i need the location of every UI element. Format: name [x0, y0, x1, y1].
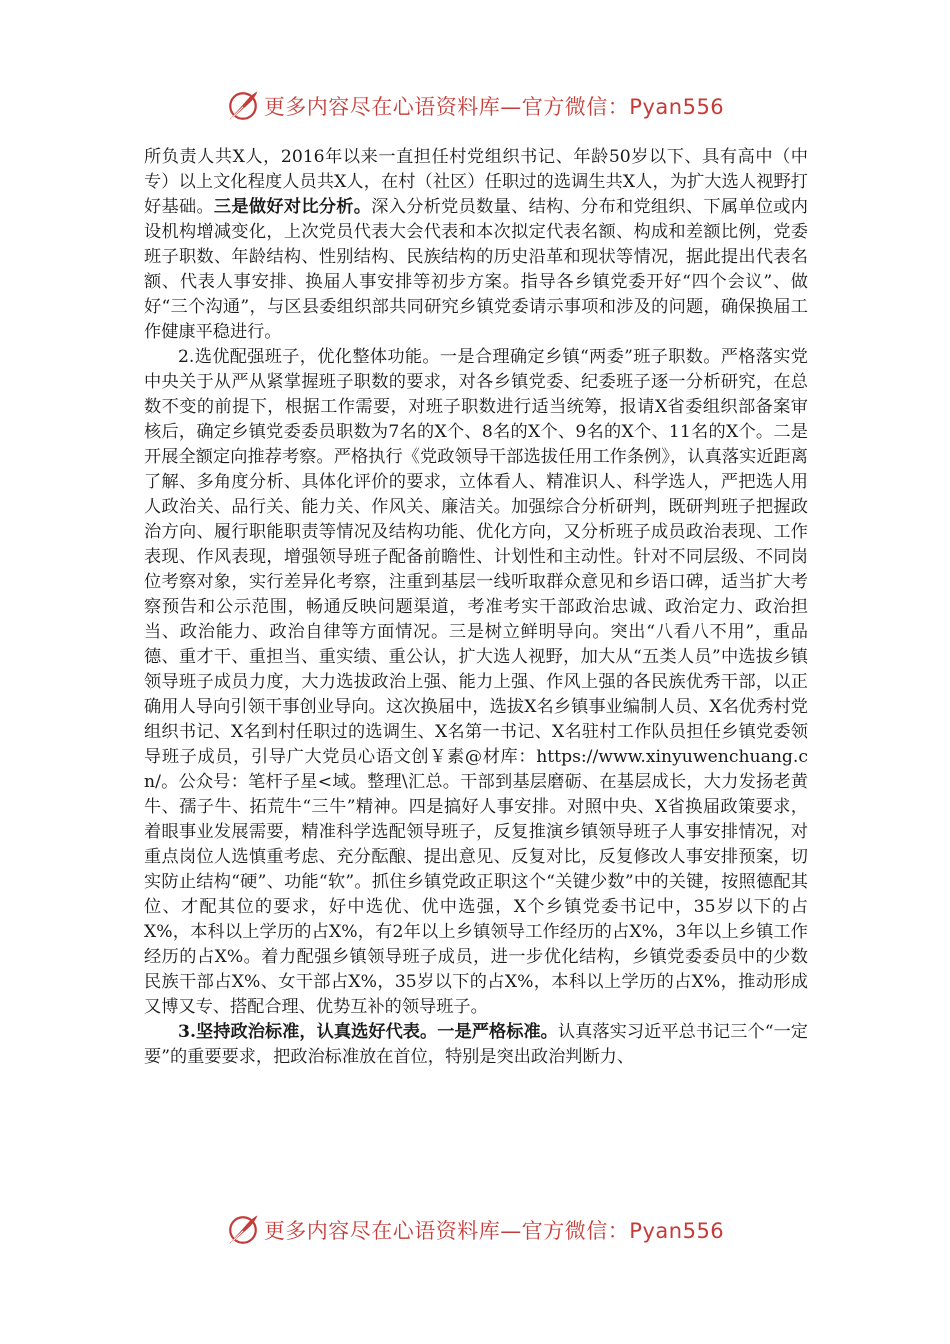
- footer-banner: [0, 1208, 950, 1252]
- paragraph-2-text: 2.选优配强班子，优化整体功能。一是合理确定乡镇“两委”班子职数。严格落实党中央关于从严从紧掌握班子职数的要求，对各乡镇党委、纪委班子逐一分析研究，在总数不变的前提下，根据工作需要，对班子职数进行适当统筹，报请X省委组织部备案审核后，确定乡镇党委委员职数为7名的X个、8名的X个、9名的X个、11名的X个。二是开展全额定向推荐考察。严格执行《党政领导干部选拔任用工作条例》，认真落实近距离了解、多角度分析、具体化评价的要求，立体看人、精准识人、科学选人，严把选人用人政治关、品行关、能力关、作风关、廉洁关。加强综合分析研判，既研判班子把握政治方向、履行职能职责等情况及结构功能、优化方向，又分析班子成员政治表现、工作表现、作风表现，增强领导班子配备前瞻性、计划性和主动性。针对不同层级、不同岗位考察对象，实行差异化考察，注重到基层一线听取群众意见和乡语口碑，适当扩大考察预告和公示范围，畅通反映问题渠道，考准考实干部政治忠诚、政治定力、政治担当、政治能力、政治自律等方面情况。三是树立鲜明导向。突出“八看八不用”，重品德、重才干、重担当、重实绩、重公认，扩大选人视野，加大从“五类人员”中选拔乡镇领导班子成员力度，大力选拔政治上强、能力上强、作风上强的各民族优秀干部，以正确用人导向引领干事创业导向。这次换届中，选拔X名乡镇事业编制人员、X名优秀村党组织书记、X名到村任职过的选调生、X名第一书记、X名驻村工作队员担任乡镇党委领导班子成员，引导广大党员心语文创￥素@材库：https://www.xinyuwenchuang.cn/。公众号：笔杆子星<域。整理\汇总。干部到基层磨砺、在基层成长，大力发扬老黄牛、孺子牛、拓荒牛“三牛”精神。四是搞好人事安排。对照中央、X省换届政策要求，着眼事业发展需要，精准科学选配领导班子，反复推演乡镇领导班子人事安排情况，对重点岗位人选慎重考虑、充分酝酿、提出意见、反复对比，反复修改人事安排预案，切实防止结构“硬”、功能“软”。抓住乡镇党政正职这个“关键少数”中的关键，按照德配其位、才配其位的要求，好中选优、优中选强，X个乡镇党委书记中，35岁以下的占X%，本科以上学历的占X%，有2年以上乡镇领导工作经历的占X%，3年以上乡镇工作经历的占X%。着力配强乡镇领导班子成员，进一步优化结构，乡镇党委委员中的少数民族干部占X%、女干部占X%，35岁以下的占X%，本科以上学历的占X%，推动形成又博又专、搭配合理、优势互补的领导班子。: [144, 347, 808, 1017]
- header-banner: [0, 84, 950, 128]
- paragraph-2: [144, 345, 808, 1020]
- quill-pen-logo-icon: [226, 89, 260, 123]
- paragraph-3-text: 认真落实习近平总书记三个“一定要”的重要要求，把政治标准放在首位，特别是突出政治判断力、: [144, 1022, 808, 1067]
- paragraph-1-text: 所负责人共X人，2016年以来一直担任村党组织书记、年龄50岁以下、具有高中（中专）以上文化程度人员共X人，在村（社区）任职过的选调生共X人，为扩大选人视野打好基础。: [144, 147, 808, 217]
- paragraph-3: [144, 1020, 808, 1070]
- paragraph-1-bold-heading: 三是做好对比分析。: [213, 197, 372, 217]
- paragraph-3-bold-heading: 3.坚持政治标准，认真选好代表。一是严格标准。: [178, 1022, 558, 1042]
- document-body: [144, 145, 808, 1070]
- paragraph-1: [144, 145, 808, 345]
- banner-text: 更多内容尽在心语资料库—官方微信：Pyan556: [263, 1219, 725, 1243]
- quill-pen-logo-icon: [226, 1213, 260, 1247]
- banner-text: 更多内容尽在心语资料库—官方微信：Pyan556: [263, 95, 725, 119]
- paragraph-1-text-continued: 深入分析党员数量、结构、分布和党组织、下属单位或内设机构增减变化，上次党员代表大会代表和本次拟定代表名额、构成和差额比例，党委班子职数、年龄结构、性别结构、民族结构的历史沿革和现状等情况，据此提出代表名额、代表人事安排、换届人事安排等初步方案。指导各乡镇党委开好“四个会议”、做好“三个沟通”，与区县委组织部共同研究乡镇党委请示事项和涉及的问题，确保换届工作健康平稳进行。: [144, 197, 808, 342]
